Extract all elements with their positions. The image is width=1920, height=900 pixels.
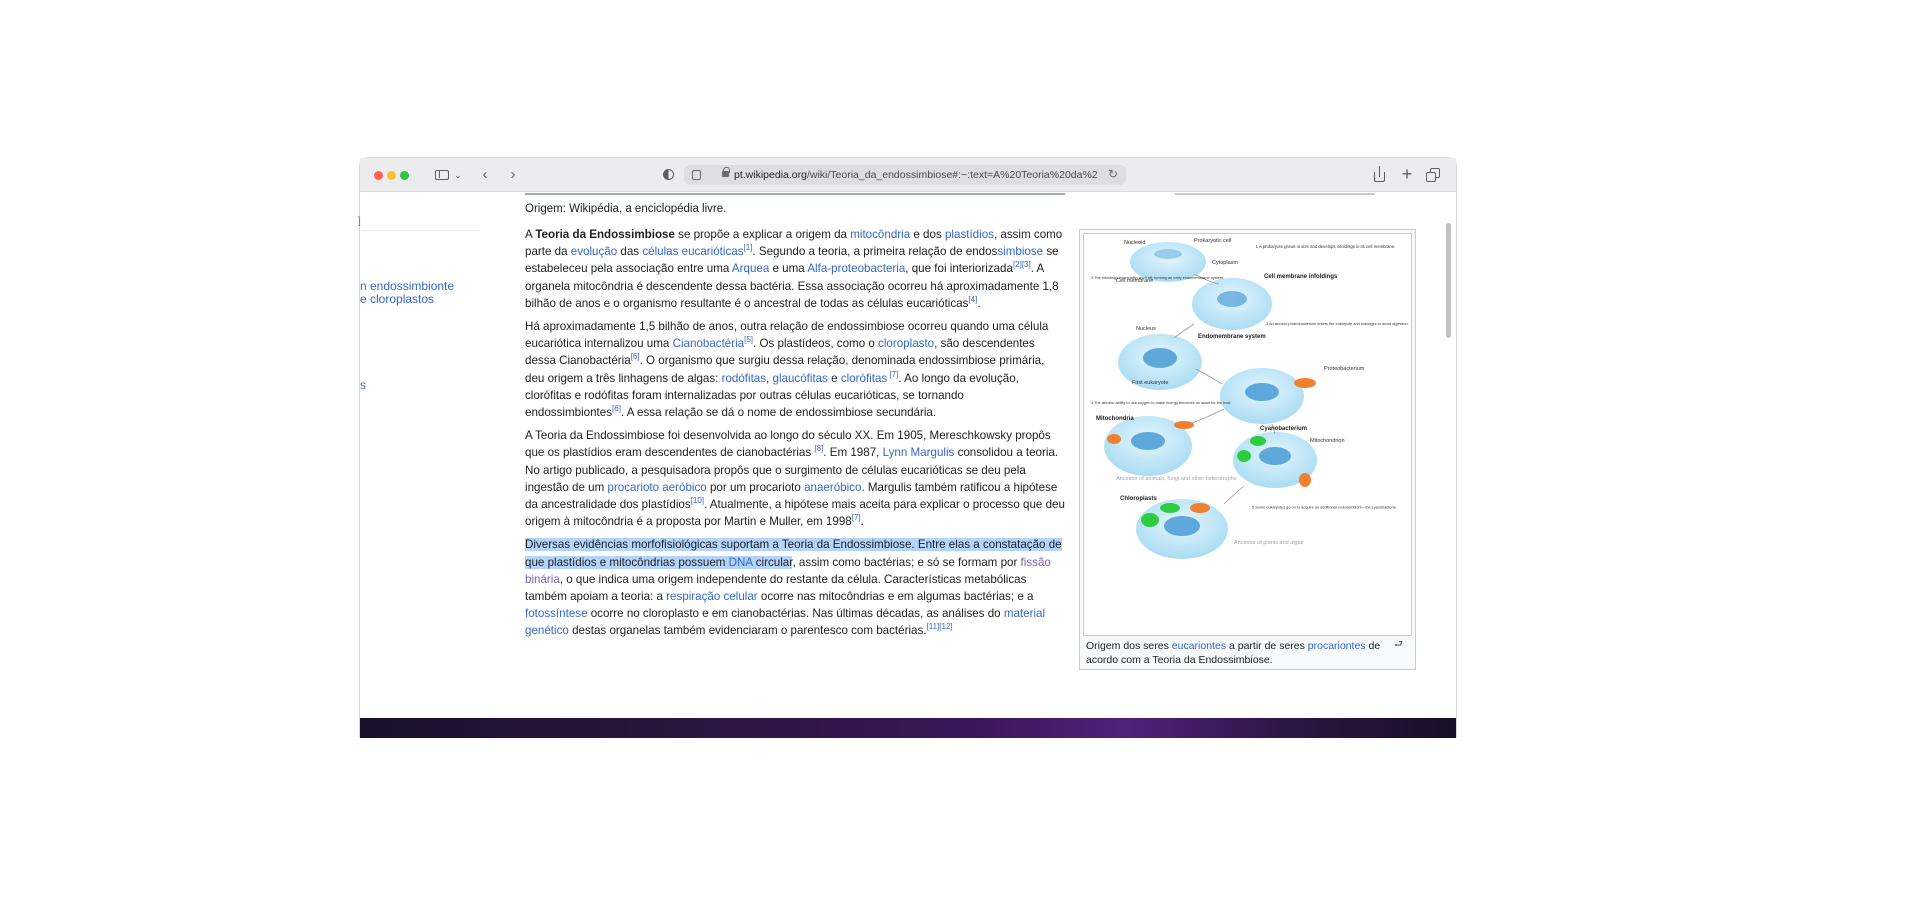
toc-item-endossimbionte[interactable]: n endossimbionte — [360, 279, 455, 293]
figure-caption — [1086, 639, 1396, 667]
text: . Margulis também ratificou a hipótese da ancestralidade dos plastídios — [525, 480, 1058, 512]
zoom-window-button[interactable] — [400, 171, 409, 180]
step-5-text: 5 Some eukaryotes go on to acquire an additional endosymbiont—the cyanobacteria. — [1252, 505, 1397, 510]
sidebar-icon[interactable] — [434, 166, 450, 184]
label-prokaryotic-cell: Prokaryotic cell — [1194, 238, 1232, 244]
link-material-genetico[interactable]: material genético — [525, 607, 1046, 638]
link-respiracao-celular[interactable]: respiração celular — [666, 590, 758, 604]
label-cytoplasm: Cytoplasm — [1212, 260, 1238, 266]
site-subtitle: Origem: Wikipédia, a enciclopédia livre. — [525, 203, 727, 215]
page-content[interactable] — [360, 193, 1456, 736]
toc-fragment: ] — [358, 216, 361, 227]
label-chloroplasts: Chloroplasts — [1120, 496, 1157, 502]
text: por um procarioto — [706, 480, 805, 494]
step-3-text: 3 An aerobic proteobacterium enters the eukaryote and manages to avoid digestion. — [1266, 322, 1409, 326]
chloroplast-shape — [1160, 503, 1180, 513]
paragraph-3 — [525, 427, 1065, 530]
link-plastidios[interactable]: plastídios — [944, 228, 994, 241]
text: , que foi interiorizada — [905, 262, 1013, 276]
mitochondria-shape — [1174, 421, 1194, 429]
text: consolidou a teoria. No artigo publicado, a pesquisadora propôs que o surgimento de células eucarióticas se deu pela ingestão de um — [525, 446, 1059, 494]
link-glaucofitas[interactable]: glaucófitas — [772, 371, 828, 385]
mitochondria-shape — [1294, 378, 1316, 388]
privacy-report-icon[interactable] — [662, 166, 676, 184]
link-simbiose[interactable]: simbiose — [997, 245, 1044, 259]
link-fotossintese[interactable]: fotossíntese — [525, 607, 588, 621]
link-eucariontes[interactable]: eucariontes — [1171, 640, 1227, 652]
share-icon[interactable] — [1373, 166, 1387, 184]
text: . A essa relação se dá o nome de endossimbiose secundária. — [620, 406, 937, 420]
browser-window — [360, 158, 1456, 736]
text: e — [827, 371, 841, 385]
reload-icon[interactable]: ↻ — [1108, 167, 1119, 181]
article-body — [525, 226, 1065, 646]
heading-underline — [525, 193, 1065, 196]
arrow-line — [1224, 486, 1244, 504]
browser-toolbar — [360, 158, 1456, 192]
link-evolucao[interactable]: evolução — [570, 245, 618, 259]
forward-button[interactable]: › — [510, 166, 516, 183]
new-tab-button[interactable]: + — [1401, 164, 1413, 184]
back-button[interactable]: ‹ — [482, 166, 488, 183]
text: das — [617, 245, 643, 259]
citation-link[interactable]: [6] — [612, 404, 621, 414]
text: Há aproximadamente 1,5 bilhão de anos, outra relação de endossimbiose ocorreu quando uma célula eucariótica internalizou uma — [525, 320, 1049, 351]
label-first-eukaryote: First eukaryote — [1132, 380, 1169, 386]
arrow-line — [1196, 369, 1222, 384]
chloroplast-shape — [1141, 513, 1159, 527]
toc-item-partial[interactable]: s — [360, 378, 366, 392]
table-of-contents — [360, 193, 480, 736]
text: . O organismo que surgiu dessa relação, denominada endossimbiose primária, deu origem a três linhagens de algas: — [525, 354, 1045, 385]
text: destas organelas também evidenciaram o parentesco com bactérias. — [568, 624, 927, 638]
text: . A organela mitocôndria é descendente dessa bactéria. Essa associação ocorreu há aproximadamente 1,8 bilhão de anos e o organismo resultante é o ancestral de todas as células eucarióticas — [525, 262, 1059, 310]
text: . — [977, 296, 981, 310]
text: , são descendentes dessa Cianobactéria — [525, 337, 1035, 368]
toc-item-cloroplastos[interactable]: e cloroplastos — [360, 292, 435, 306]
citation-link[interactable]: [10] — [690, 496, 704, 506]
text: se propõe a explicar a origem da — [674, 228, 851, 241]
nucleus-shape — [1259, 447, 1291, 465]
text: ocorre no cloroplasto e em cianobactérias. Nas últimas décadas, as análises do — [587, 607, 1004, 621]
citation-link[interactable]: [8] — [814, 444, 824, 454]
text: , o que indica uma origem independente do restante da célula. Características metabólicas também apoiam a teoria: a — [525, 572, 1027, 604]
label-ancestor-plants: Ancestor of plants and algae — [1234, 540, 1304, 546]
citation-link[interactable]: [11][12] — [926, 622, 953, 632]
toc-divider — [360, 230, 480, 231]
link-cianobacteria[interactable]: Cianobactéria — [672, 337, 745, 351]
figure-box — [1079, 229, 1416, 670]
nucleus-shape — [1245, 383, 1279, 401]
text: , assim como parte da — [525, 228, 1063, 259]
nucleus-shape — [1164, 516, 1200, 536]
citation-link[interactable]: [4] — [968, 294, 978, 304]
paragraph-2 — [525, 318, 1065, 421]
highlighted-text: Diversas evidências morfofisiológicas suportam a Teoria da Endossimbiose. Entre elas a constatação de que plastídios e mitocôndrias possuem — [525, 538, 1062, 569]
label-mitochondrion: Mitochondrion — [1310, 438, 1345, 444]
url-text[interactable] — [734, 168, 1098, 182]
mitochondria-shape — [1190, 503, 1210, 513]
link-mitocondria[interactable]: mitocôndria — [850, 228, 911, 241]
close-window-button[interactable] — [374, 171, 383, 180]
citation-link[interactable]: [1] — [743, 243, 753, 253]
text: . Os plastídeos, como o — [753, 337, 879, 351]
label-mitochondria: Mitochondria — [1096, 416, 1134, 422]
text: e uma — [769, 262, 808, 276]
link-fissao-binaria[interactable]: fissão binária — [525, 555, 1051, 586]
article-title-bold: Teoria da Endossimbiose — [535, 228, 675, 241]
text: , assim como bactérias; e só se formam por — [792, 555, 1021, 569]
link-procarioto-aerobico[interactable]: procarioto aeróbico — [607, 480, 707, 494]
text: de acordo com a Teoria da Endossimbiose. — [1086, 640, 1381, 666]
text: . — [860, 515, 864, 529]
cyanobacterium-shape — [1250, 436, 1266, 446]
paragraph-1 — [525, 226, 1065, 312]
label-nucleoid: Nucleoid — [1124, 240, 1146, 246]
page-menu-icon[interactable] — [692, 170, 701, 180]
text: . Ao longo da evolução, clorófitas e rodófitas foram internalizadas por outras células eucarióticas, se tornando endossimbiontes — [525, 371, 1019, 420]
url-path: /wiki/Teoria_da_endossimbiose#:~:text=A%20Teoria%20da%2 — [806, 169, 1098, 181]
text: a partir de seres — [1226, 640, 1308, 652]
label-nucleus: Nucleus — [1136, 326, 1156, 332]
step-4-text: 4 The aerobic ability to use oxygen to make energy becomes an asset for the host. — [1091, 401, 1232, 406]
text: , — [766, 371, 773, 385]
text: e dos — [910, 228, 945, 241]
citation-link[interactable]: [6] — [630, 352, 640, 362]
endosymbiosis-diagram[interactable] — [1083, 233, 1412, 636]
link-cloroplasto[interactable]: cloroplasto — [878, 337, 935, 351]
address-bar[interactable] — [684, 165, 1126, 185]
mitochondria-shape — [1107, 434, 1121, 444]
text: Origem dos seres — [1086, 640, 1172, 652]
link-alfa-proteobacteria[interactable]: Alfa-proteobacteria — [807, 262, 906, 276]
link-procariontes[interactable]: procariontes — [1307, 640, 1366, 652]
label-cell-membrane-infoldings: Cell membrane infoldings — [1264, 274, 1338, 280]
enlarge-icon[interactable]: ⮐ — [1394, 639, 1403, 650]
tab-overview-icon[interactable] — [1426, 166, 1442, 184]
minimize-window-button[interactable] — [387, 171, 396, 180]
text: . Segundo a teoria, a primeira relação de endos — [752, 245, 998, 259]
nucleus-shape — [1217, 291, 1247, 307]
endosymbiosis-diagram-svg — [1084, 234, 1413, 637]
highlighted-text: circular — [752, 555, 793, 569]
citation-link[interactable]: [7] — [887, 369, 899, 379]
label-cyanobacterium: Cyanobacterium — [1260, 426, 1308, 432]
desktop-wallpaper-strip — [360, 718, 1456, 738]
link-dna[interactable]: DNA — [728, 555, 753, 569]
paragraph-4 — [525, 536, 1065, 639]
lock-icon — [722, 171, 729, 177]
nucleoid-shape — [1154, 249, 1182, 259]
label-ancestor-animals: Ancestor of animals, fungi and other heterotrophs — [1116, 476, 1237, 482]
step-2-text: 2 The infoldings eventually pinch off, forming an early endomembrane system. — [1091, 275, 1224, 280]
step-1-text: 1 A prokaryote grows in size and develops infoldings in its cell membrane. — [1255, 244, 1396, 250]
text: ocorre nas mitocôndrias e em algumas bactérias; e a — [757, 590, 1034, 604]
vertical-scrollbar[interactable] — [1446, 223, 1451, 338]
nucleus-shape — [1131, 432, 1165, 450]
mitochondria-shape — [1299, 473, 1311, 487]
link-rodofitas[interactable]: rodófitas — [721, 371, 767, 385]
citation-link[interactable]: [5] — [744, 335, 754, 345]
nucleus-shape — [1143, 348, 1177, 368]
link-arquea[interactable]: Arquea — [731, 262, 770, 276]
citation-link[interactable]: [7] — [851, 513, 861, 523]
arrow-line — [1189, 409, 1224, 424]
citation-link[interactable]: [2][3] — [1012, 260, 1031, 270]
text: . Em 1987, — [823, 446, 883, 460]
cyanobacterium-shape — [1237, 450, 1251, 462]
text: A Teoria da Endossimbiose foi desenvolvida ao longo do século XX. Em 1905, Mereschkowsky propôs que os plastídios eram descendentes de cianobactérias — [525, 429, 1051, 460]
link-clorofitas[interactable]: clorófitas — [840, 371, 888, 385]
text: se estabeleceu pela associação entre uma — [525, 245, 1059, 276]
chevron-down-icon[interactable]: ⌄ — [454, 170, 462, 180]
label-cell-membrane: Cell membrane — [1116, 278, 1154, 284]
tab-underline — [1175, 193, 1375, 195]
link-celulas-eucarioticas[interactable]: células eucarióticas — [642, 245, 744, 259]
text: . Atualmente, a hipótese mais aceita para explicar o processo que deu origem à mitocôndria é a proposta por Martin e Muller, em 1998 — [525, 498, 1065, 529]
arrow-line — [1174, 324, 1194, 338]
url-domain: pt.wikipedia.org — [734, 169, 807, 181]
label-proteobacterium: Proteobacterium — [1324, 366, 1365, 372]
link-lynn-margulis[interactable]: Lynn Margulis — [882, 446, 955, 460]
text: A — [525, 228, 536, 241]
label-endomembrane-system: Endomembrane system — [1198, 334, 1266, 340]
link-anaerobico[interactable]: anaeróbico — [804, 480, 862, 494]
